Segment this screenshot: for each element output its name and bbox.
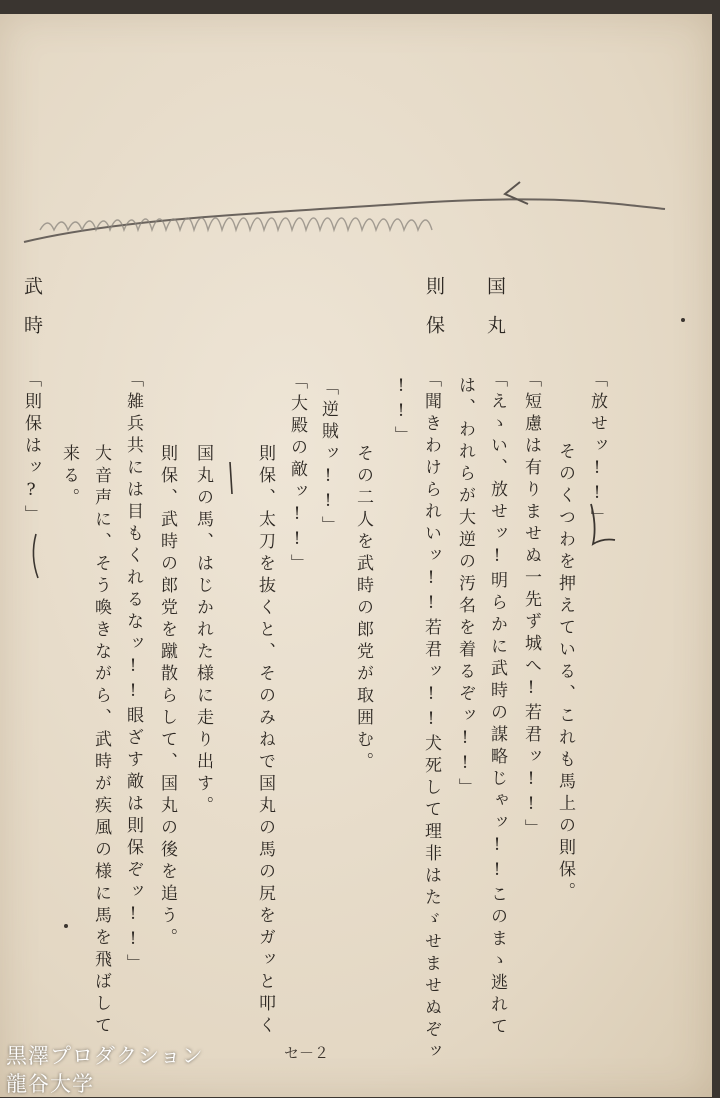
speaker-noriyasu: 則保 <box>423 276 445 354</box>
watermark-producer: 黒澤プロダクション <box>6 1044 204 1068</box>
manuscript-page <box>0 14 712 1097</box>
speaker-taketoki: 武時 <box>21 276 43 354</box>
script-line: !!」 <box>391 376 411 448</box>
speaker-kunimaru: 国丸 <box>484 276 506 354</box>
watermark-university: 龍谷大学 <box>6 1072 94 1096</box>
script-line: 国丸の馬、はじかれた様に走り出す。 <box>193 444 213 818</box>
script-line: そのくつわを押えている、これも馬上の則保。 <box>555 442 575 904</box>
script-line: 「則保はッ?」 <box>21 370 41 527</box>
script-line: 「えゝい、放せッ!明らかに武時の謀略じゃッ!!このまゝ逃れて <box>487 370 507 1039</box>
script-line: は、われらが大逆の汚名を着るぞッ!!」 <box>455 376 475 800</box>
script-line: 則保、武時の郎党を蹴散らして、国丸の後を追う。 <box>157 444 177 950</box>
script-line: 来る。 <box>59 444 79 510</box>
script-line: 則保、太刀を抜くと、そのみねで国丸の馬の尻をガッと叩く <box>255 444 275 1038</box>
pencil-marks <box>0 14 712 1097</box>
script-line: 「短慮は有りませぬ一先ず城へ!若君ッ!!」 <box>521 370 541 841</box>
script-line: 「逆賊ッ!!」 <box>318 378 338 538</box>
script-line: 「聞きわけられいッ!!若君ッ!!犬死して理非はたゞせませぬぞッ <box>421 370 441 1064</box>
page-number: セ－２ <box>284 1044 330 1062</box>
script-line: 「放せッ!!」 <box>587 370 607 530</box>
script-line: 「雑兵共には目もくれるなッ!!眼ざす敵は則保ぞッ!!」 <box>123 370 143 976</box>
script-line: その二人を武時の郎党が取囲む。 <box>353 444 373 774</box>
script-line: 大音声に、そう喚きながら、武時が疾風の様に馬を飛ばして <box>91 444 111 1038</box>
script-line: 「大殿の敵ッ!!」 <box>287 372 307 576</box>
